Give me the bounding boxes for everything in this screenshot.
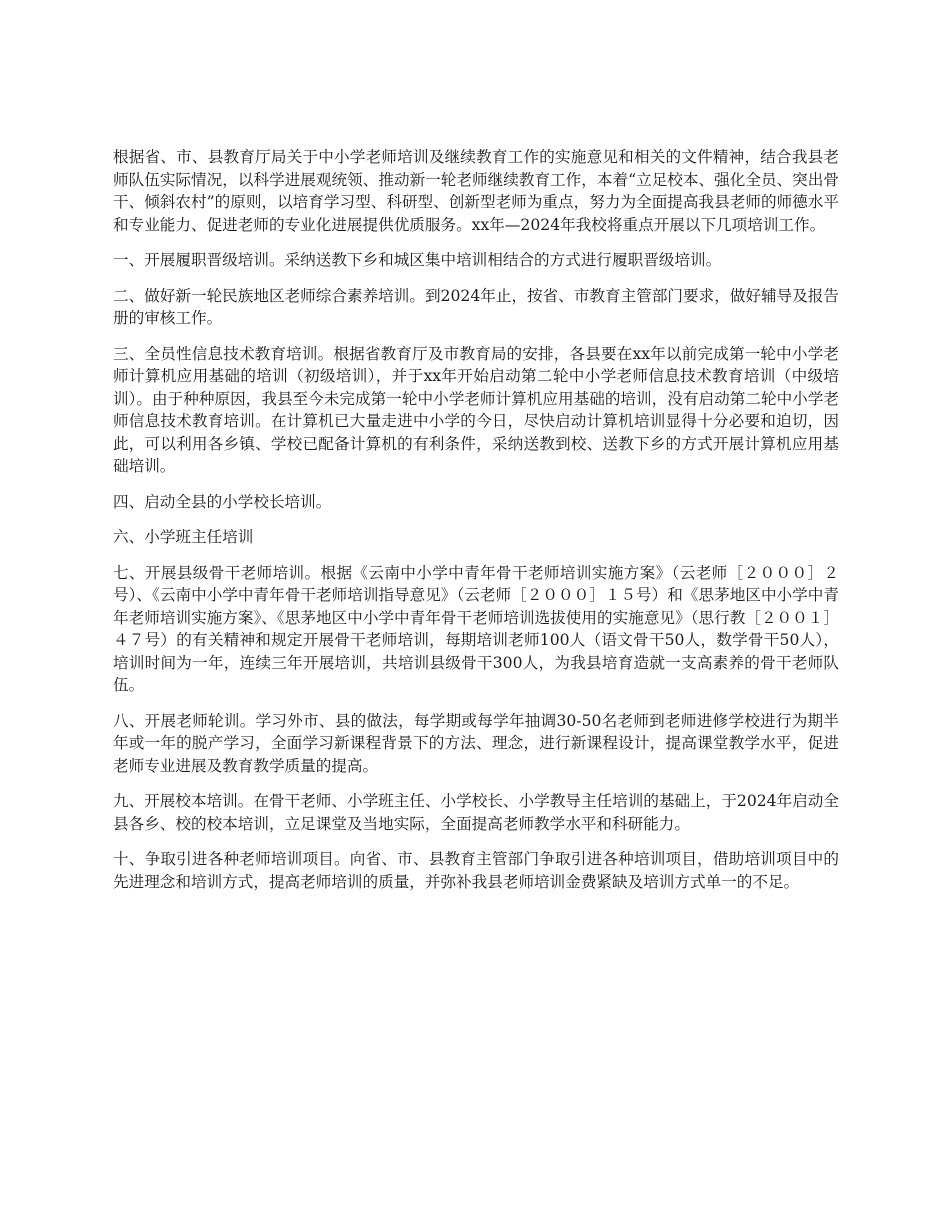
item-9-paragraph: 九、开展校本培训。在骨干老师、小学班主任、小学校长、小学教导主任培训的基础上，于2024年启动全县各乡、校的校本培训，立足课堂及当地实际，全面提高老师教学水平和科研能力。 — [113, 792, 839, 833]
item-8-paragraph: 八、开展老师轮训。学习外市、县的做法，每学期或每学年抽调30-50名老师到老师进修学校进行为期半年或一年的脱产学习，全面学习新课程背景下的方法、理念，进行新课程设计，提高课堂教学水平，促进老师专业进展及教育教学质量的提高。 — [113, 711, 839, 775]
item-6-paragraph: 六、小学班主任培训 — [113, 528, 254, 546]
intro-paragraph: 根据省、市、县教育厅局关于中小学老师培训及继续教育工作的实施意见和相关的文件精神，结合我县老师队伍实际情况，以科学进展观统领、推动新一轮老师继续教育工作，本着“立足校本、强化全员、突出骨干、倾斜农村”的原则，以培育学习型、科研型、创新型老师为重点，努力为全面提高我县老师的师德水平和专业能力、促进老师的专业化进展提供优质服务。xx年—2024年我校将重点开展以下几项培训工作。 — [113, 148, 839, 234]
item-2-paragraph: 二、做好新一轮民族地区老师综合素养培训。到2024年止，按省、市教育主管部门要求，做好辅导及报告册的审核工作。 — [113, 286, 839, 327]
document-body — [113, 146, 839, 906]
item-3-paragraph: 三、全员性信息技术教育培训。根据省教育厅及市教育局的安排，各县要在xx年以前完成第一轮中小学老师计算机应用基础的培训（初级培训），并于xx年开始启动第二轮中小学老师信息技术教育培训（中级培训）。由于种种原因，我县至今未完成第一轮中小学老师计算机应用基础的培训，没有启动第二轮中小学老师信息技术教育培训。在计算机已大量走进中小学的今日，尽快启动计算机培训显得十分必要和迫切，因此，可以利用各乡镇、学校已配备计算机的有利条件，采纳送教到校、送教下乡的方式开展计算机应用基础培训。 — [113, 344, 839, 475]
item-7-paragraph: 七、开展县级骨干老师培训。根据《云南中小学中青年骨干老师培训实施方案》（云老师［２０００］２号）、《云南中小学中青年骨干老师培训指导意见》（云老师［２０００］１５号）和《思茅地区中小学中青年老师培训实施方案》、《思茅地区中小学中青年骨干老师培训选拔使用的实施意见》（思行教［２００１］４７号）的有关精神和规定开展骨干老师培训，每期培训老师100人（语文骨干50人，数学骨干50人），培训时间为一年，连续三年开展培训，共培训县级骨干300人，为我县培育造就一支高素养的骨干老师队伍。 — [113, 563, 839, 694]
item-10-paragraph: 十、争取引进各种老师培训项目。向省、市、县教育主管部门争取引进各种培训项目，借助培训项目中的先进理念和培训方式，提高老师培训的质量，并弥补我县老师培训金费紧缺及培训方式单一的不足。 — [113, 850, 839, 891]
item-4-paragraph: 四、启动全县的小学校长培训。 — [113, 492, 332, 511]
item-1-paragraph: 一、开展履职晋级培训。采纳送教下乡和城区集中培训相结合的方式进行履职晋级培训。 — [113, 251, 722, 269]
